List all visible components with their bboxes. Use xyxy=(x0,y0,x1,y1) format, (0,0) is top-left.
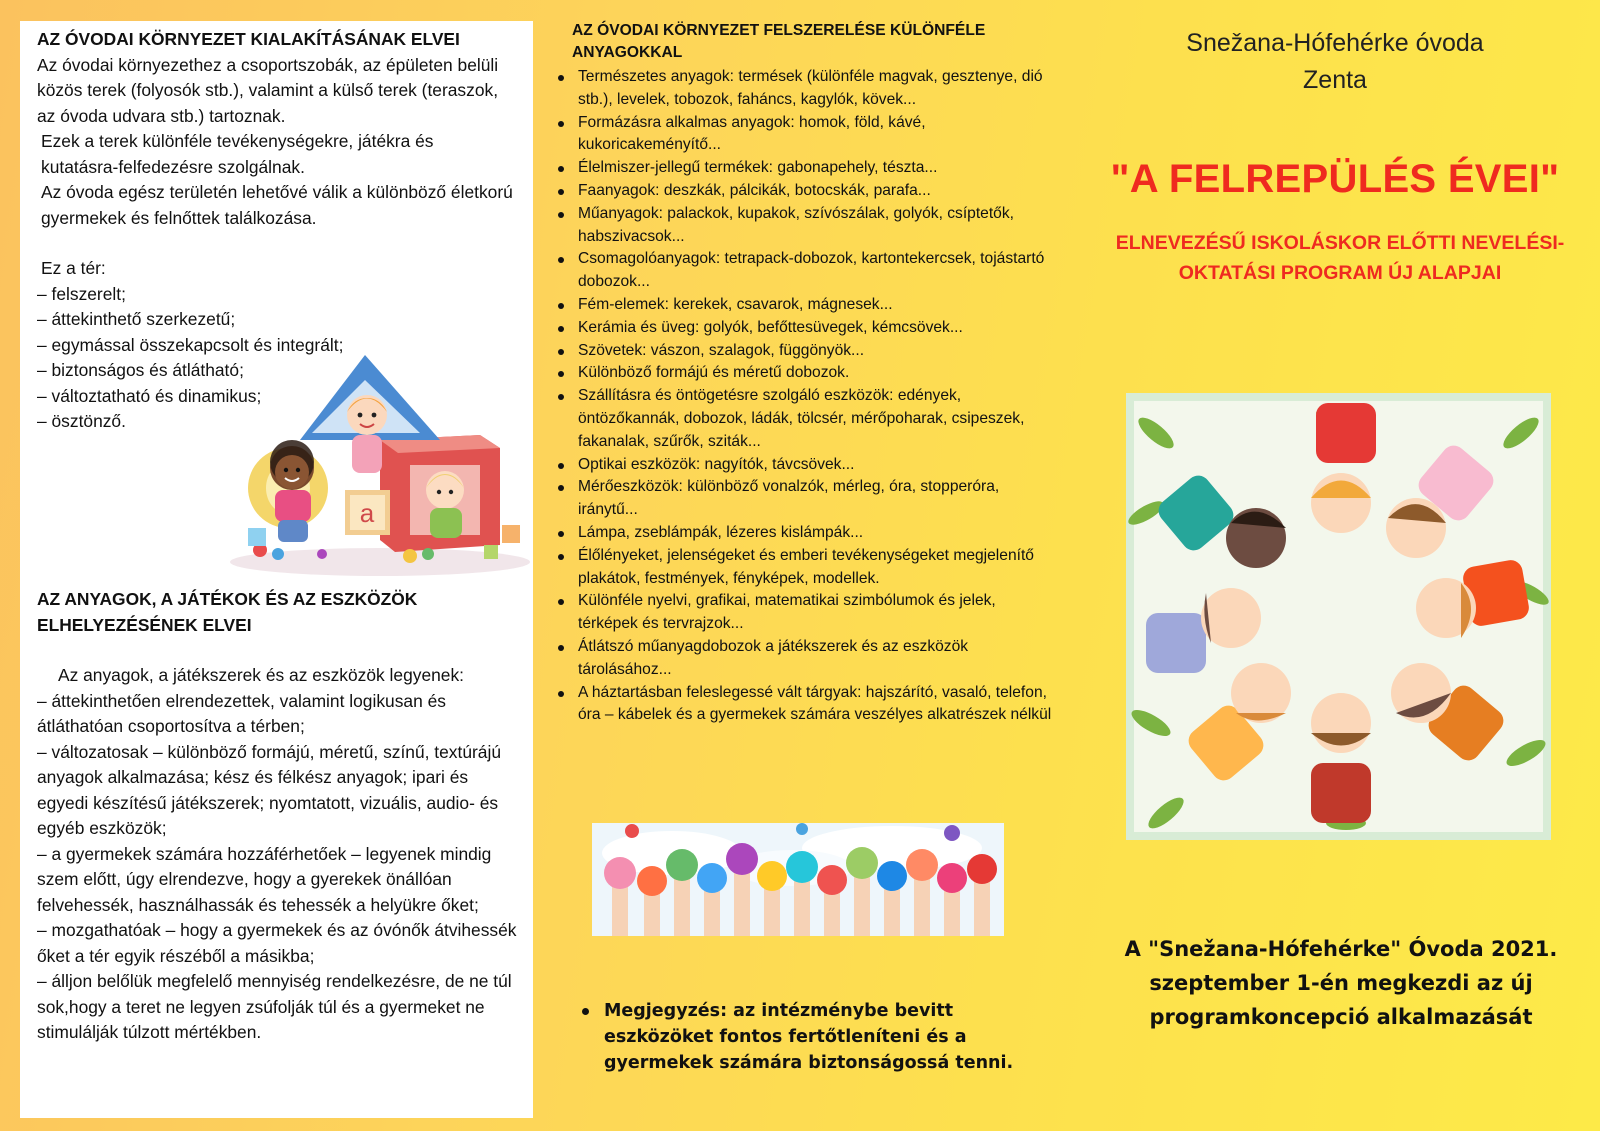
section1-title: AZ ÓVODAI KÖRNYEZET KIALAKÍTÁSÁNAK ELVEI xyxy=(37,29,460,49)
children-circle-illustration xyxy=(1126,393,1551,840)
painted-hands-illustration xyxy=(592,823,1004,936)
announcement-text: A "Snežana-Hófehérke" Óvoda 2021. szeptember 1-én megkezdi az új programkoncepció alkalmazását xyxy=(1124,937,1558,1029)
list-item: Csomagolóanyagok: tetrapack-dobozok, kartontekercsek, tojástartó dobozok... xyxy=(548,248,1053,294)
space-intro: Ez a tér: xyxy=(41,258,106,278)
list-item: – áttekinthetően elrendezettek, valamint logikusan és átláthatóan csoportosítva a térben; xyxy=(37,690,446,736)
list-item: Optikai eszközök: nagyítók, távcsövek... xyxy=(548,454,1053,477)
program-title: "A FELREPÜLÉS ÉVEI" xyxy=(1110,157,1560,201)
program-subtitle: ELNEVEZÉSŰ ISKOLÁSKOR ELŐTTI NEVELÉSI-OKTATÁSI PROGRAM ÚJ ALAPJAI xyxy=(1115,232,1565,284)
kindergarten-name xyxy=(1070,25,1600,99)
section2 xyxy=(37,587,517,1046)
section1-paragraph-3: Az óvoda egész területén lehetővé válik a különböző életkorú gyermekek és felnőttek találkozása. xyxy=(41,182,513,228)
list-item: Műanyagok: palackok, kupakok, szívószálak, golyók, csíptetők, habszivacsok... xyxy=(548,203,1053,249)
list-item: Lámpa, zseblámpák, lézeres kislámpák... xyxy=(548,522,1053,545)
list-item: A háztartásban feleslegessé vált tárgyak: hajszárító, vasaló, telefon, óra – kábelek és a gyermekek számára veszélyes alkatrészek nélkül xyxy=(548,682,1053,728)
section2-lead: Az anyagok, a játékszerek és az eszközök legyenek: xyxy=(58,665,464,685)
list-item: – mozgathatóak – hogy a gyermekek és az óvónők átvihessék őket a tér egyik részéből a másikba; xyxy=(37,920,517,966)
block-letter: a xyxy=(359,498,375,528)
list-item: Szállításra és öntögetésre szolgáló eszközök: edények, öntözőkannák, dobozok, ládák, tölcsér, mérőpoharak, csipeszek, fakanalak, szűrők, sziták... xyxy=(548,385,1053,453)
list-item: Különféle nyelvi, grafikai, matematikai szimbólumok és jelek, térképek és tervrajzok... xyxy=(548,590,1053,636)
list-item: Élelmiszer-jellegű termékek: gabonapehely, tészta... xyxy=(548,157,1053,180)
list-item: Átlátszó műanyagdobozok a játékszerek és az eszközök tárolásához... xyxy=(548,636,1053,682)
list-item: Faanyagok: deszkák, pálcikák, botocskák, parafa... xyxy=(548,180,1053,203)
list-item: – a gyermekek számára hozzáférhetőek – legyenek mindig szem előtt, úgy elrendezve, hogy a gyerekek önállóan felvehessék, használhassák és tehessék a helyükre őket; xyxy=(37,843,492,915)
list-item: – változatosak – különböző formájú, méretű, színű, textúrájú anyagok alkalmazása; kész és félkész anyagok; ipari és egyedi készítésű játékszerek; nyomtatott, vizuális, audio- és egyéb eszközök; xyxy=(37,741,501,838)
list-item: Szövetek: vászon, szalagok, függönyök... xyxy=(548,340,1053,363)
list-item: Különböző formájú és méretű dobozok. xyxy=(548,362,1053,385)
list-item: – változtatható és dinamikus; xyxy=(37,385,262,406)
list-item: – álljon belőlük megfelelő mennyiség rendelkezésre, de ne túl sok,hogy a teret ne legyen zsúfolják túl és a gyermeket ne stimulálják túlzott mértékben. xyxy=(37,971,512,1042)
section1-paragraph-2: Ezek a terek különféle tevékenységekre, játékra és kutatásra-felfedezésre szolgálnak. xyxy=(41,131,434,177)
section2-list xyxy=(37,689,517,1046)
list-item: Mérőeszközök: különböző vonalzók, mérleg, óra, stopperóra, iránytű... xyxy=(548,476,1053,522)
list-item: Élőlényeket, jelenségeket és emberi tevékenységeket megjelenítő plakátok, festmények, fényképek, modellek. xyxy=(548,545,1053,591)
list-item: – ösztönző. xyxy=(37,411,126,431)
list-item: Természetes anyagok: termések (különféle magvak, gesztenye, dió stb.), levelek, tobozok, faháncs, kagylók, kövek... xyxy=(548,66,1053,112)
list-item: – áttekinthető szerkezetű; xyxy=(37,309,236,329)
section1-paragraph-1: Az óvodai környezethez a csoportszobák, az épületen belüli közös terek (folyosók stb.), valamint a külső terek (teraszok, az óvoda udvara stb.) tartoznak. xyxy=(37,54,499,126)
materials-list xyxy=(548,66,1053,727)
list-item: – felszerelt; xyxy=(37,283,126,304)
note-text: Megjegyzés: az intézménybe bevitt eszközöket fontos fertőtleníteni és a gyermekek számára biztonságossá tenni. xyxy=(578,998,1058,1076)
list-item: – biztonságos és átlátható; xyxy=(37,360,244,380)
list-item: – egymással összekapcsolt és integrált; xyxy=(37,334,344,355)
list-item: Formázásra alkalmas anyagok: homok, föld, kávé, kukoricakeményítő... xyxy=(548,112,1053,158)
kindergarten-name-line-1: Snežana-Hófehérke óvoda xyxy=(1186,29,1484,57)
materials-title: AZ ÓVODAI KÖRNYEZET FELSZERELÉSE KÜLÖNFÉLE ANYAGOKKAL xyxy=(572,22,986,61)
list-item: Kerámia és üveg: golyók, befőttesüvegek, kémcsövek... xyxy=(548,317,1053,340)
kids-blocks-illustration xyxy=(230,340,530,580)
kindergarten-city: Zenta xyxy=(1303,66,1367,94)
section2-title: AZ ANYAGOK, A JÁTÉKOK ÉS AZ ESZKÖZÖK ELHELYEZÉSÉNEK ELVEI xyxy=(37,589,418,635)
list-item: Fém-elemek: kerekek, csavarok, mágnesek... xyxy=(548,294,1053,317)
materials-column xyxy=(548,20,1053,727)
